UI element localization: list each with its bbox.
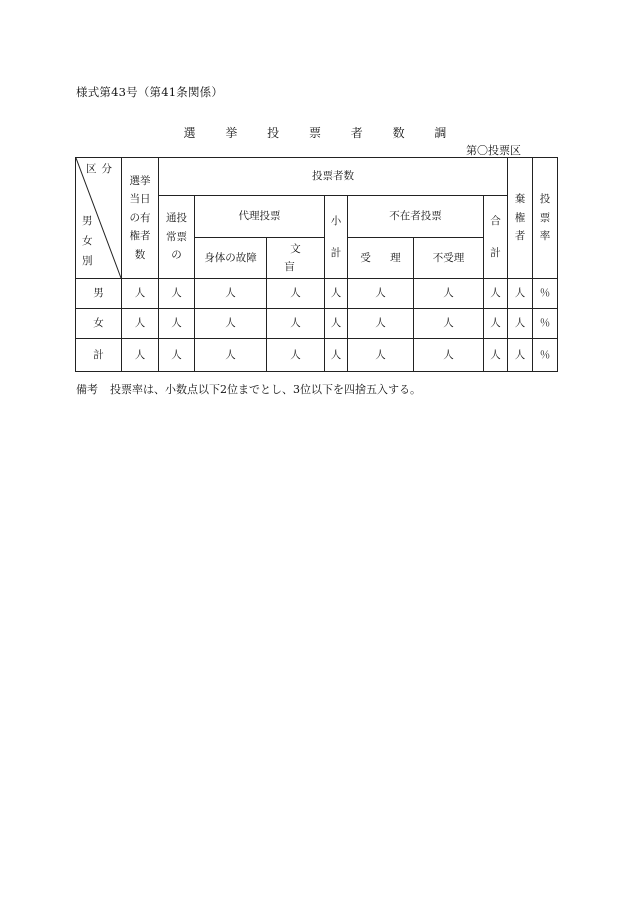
header-absentee-accepted: 受 理 xyxy=(348,238,414,279)
table-cell: ％ xyxy=(533,309,558,339)
remarks-label: 備考 xyxy=(76,383,98,396)
header-proxy-illiterate: 文 盲 xyxy=(267,238,325,279)
table-cell: 人 xyxy=(484,339,508,372)
table-cell: 人 xyxy=(414,279,484,309)
table-cell: 人 xyxy=(159,339,195,372)
table-cell: 人 xyxy=(508,279,533,309)
header-subtotal: 小 計 xyxy=(325,196,348,279)
header-electors: 選挙 当日 の有 権者 数 xyxy=(122,158,159,279)
header-abstainers: 棄 権 者 xyxy=(508,158,533,279)
header-normal-vote: 通投 常票 の xyxy=(159,196,195,279)
table-cell: 人 xyxy=(348,279,414,309)
table-cell: 人 xyxy=(348,339,414,372)
table-cell: 人 xyxy=(414,339,484,372)
table-row xyxy=(76,339,558,372)
corner-header-cell xyxy=(76,158,122,279)
table-cell: 人 xyxy=(122,279,159,309)
district-label: 第〇投票区 xyxy=(466,144,521,157)
table-cell: 人 xyxy=(325,339,348,372)
remarks xyxy=(76,381,421,397)
table-cell: 人 xyxy=(195,279,267,309)
table-cell: 人 xyxy=(267,339,325,372)
table-cell: ％ xyxy=(533,279,558,309)
table-row xyxy=(76,309,558,339)
table-row xyxy=(76,279,558,309)
header-proxy-group: 代理投票 xyxy=(195,196,325,238)
table-cell: 人 xyxy=(508,339,533,372)
header-absentee-group: 不在者投票 xyxy=(348,196,484,238)
table-cell: 人 xyxy=(325,309,348,339)
table-cell: 人 xyxy=(348,309,414,339)
table-cell: 人 xyxy=(267,309,325,339)
table-cell: 人 xyxy=(159,279,195,309)
header-total: 合 計 xyxy=(484,196,508,279)
remarks-text: 投票率は、小数点以下2位までとし、3位以下を四捨五入する。 xyxy=(110,383,421,396)
table-cell: 人 xyxy=(122,309,159,339)
table-cell: ％ xyxy=(533,339,558,372)
table-cell: 人 xyxy=(195,309,267,339)
corner-top-label: 区分 xyxy=(86,163,117,175)
header-voters-group: 投票者数 xyxy=(159,158,508,196)
table-cell: 人 xyxy=(414,309,484,339)
header-turnout: 投 票 率 xyxy=(533,158,558,279)
table-cell: 人 xyxy=(159,309,195,339)
voter-count-table xyxy=(75,157,558,372)
document-title: 選 挙 投 票 者 数 調 xyxy=(183,126,460,140)
row-label-male: 男 xyxy=(76,279,122,309)
table-cell: 人 xyxy=(484,309,508,339)
form-number: 様式第43号（第41条関係） xyxy=(76,85,224,99)
table-cell: 人 xyxy=(484,279,508,309)
table-cell: 人 xyxy=(267,279,325,309)
table-cell: 人 xyxy=(122,339,159,372)
corner-bottom-label: 男 女 別 xyxy=(82,215,93,268)
table-cell: 人 xyxy=(325,279,348,309)
table-cell: 人 xyxy=(195,339,267,372)
row-label-female: 女 xyxy=(76,309,122,339)
header-proxy-disability: 身体の故障 xyxy=(195,238,267,279)
row-label-total: 計 xyxy=(76,339,122,372)
table-cell: 人 xyxy=(508,309,533,339)
header-absentee-rejected: 不受理 xyxy=(414,238,484,279)
